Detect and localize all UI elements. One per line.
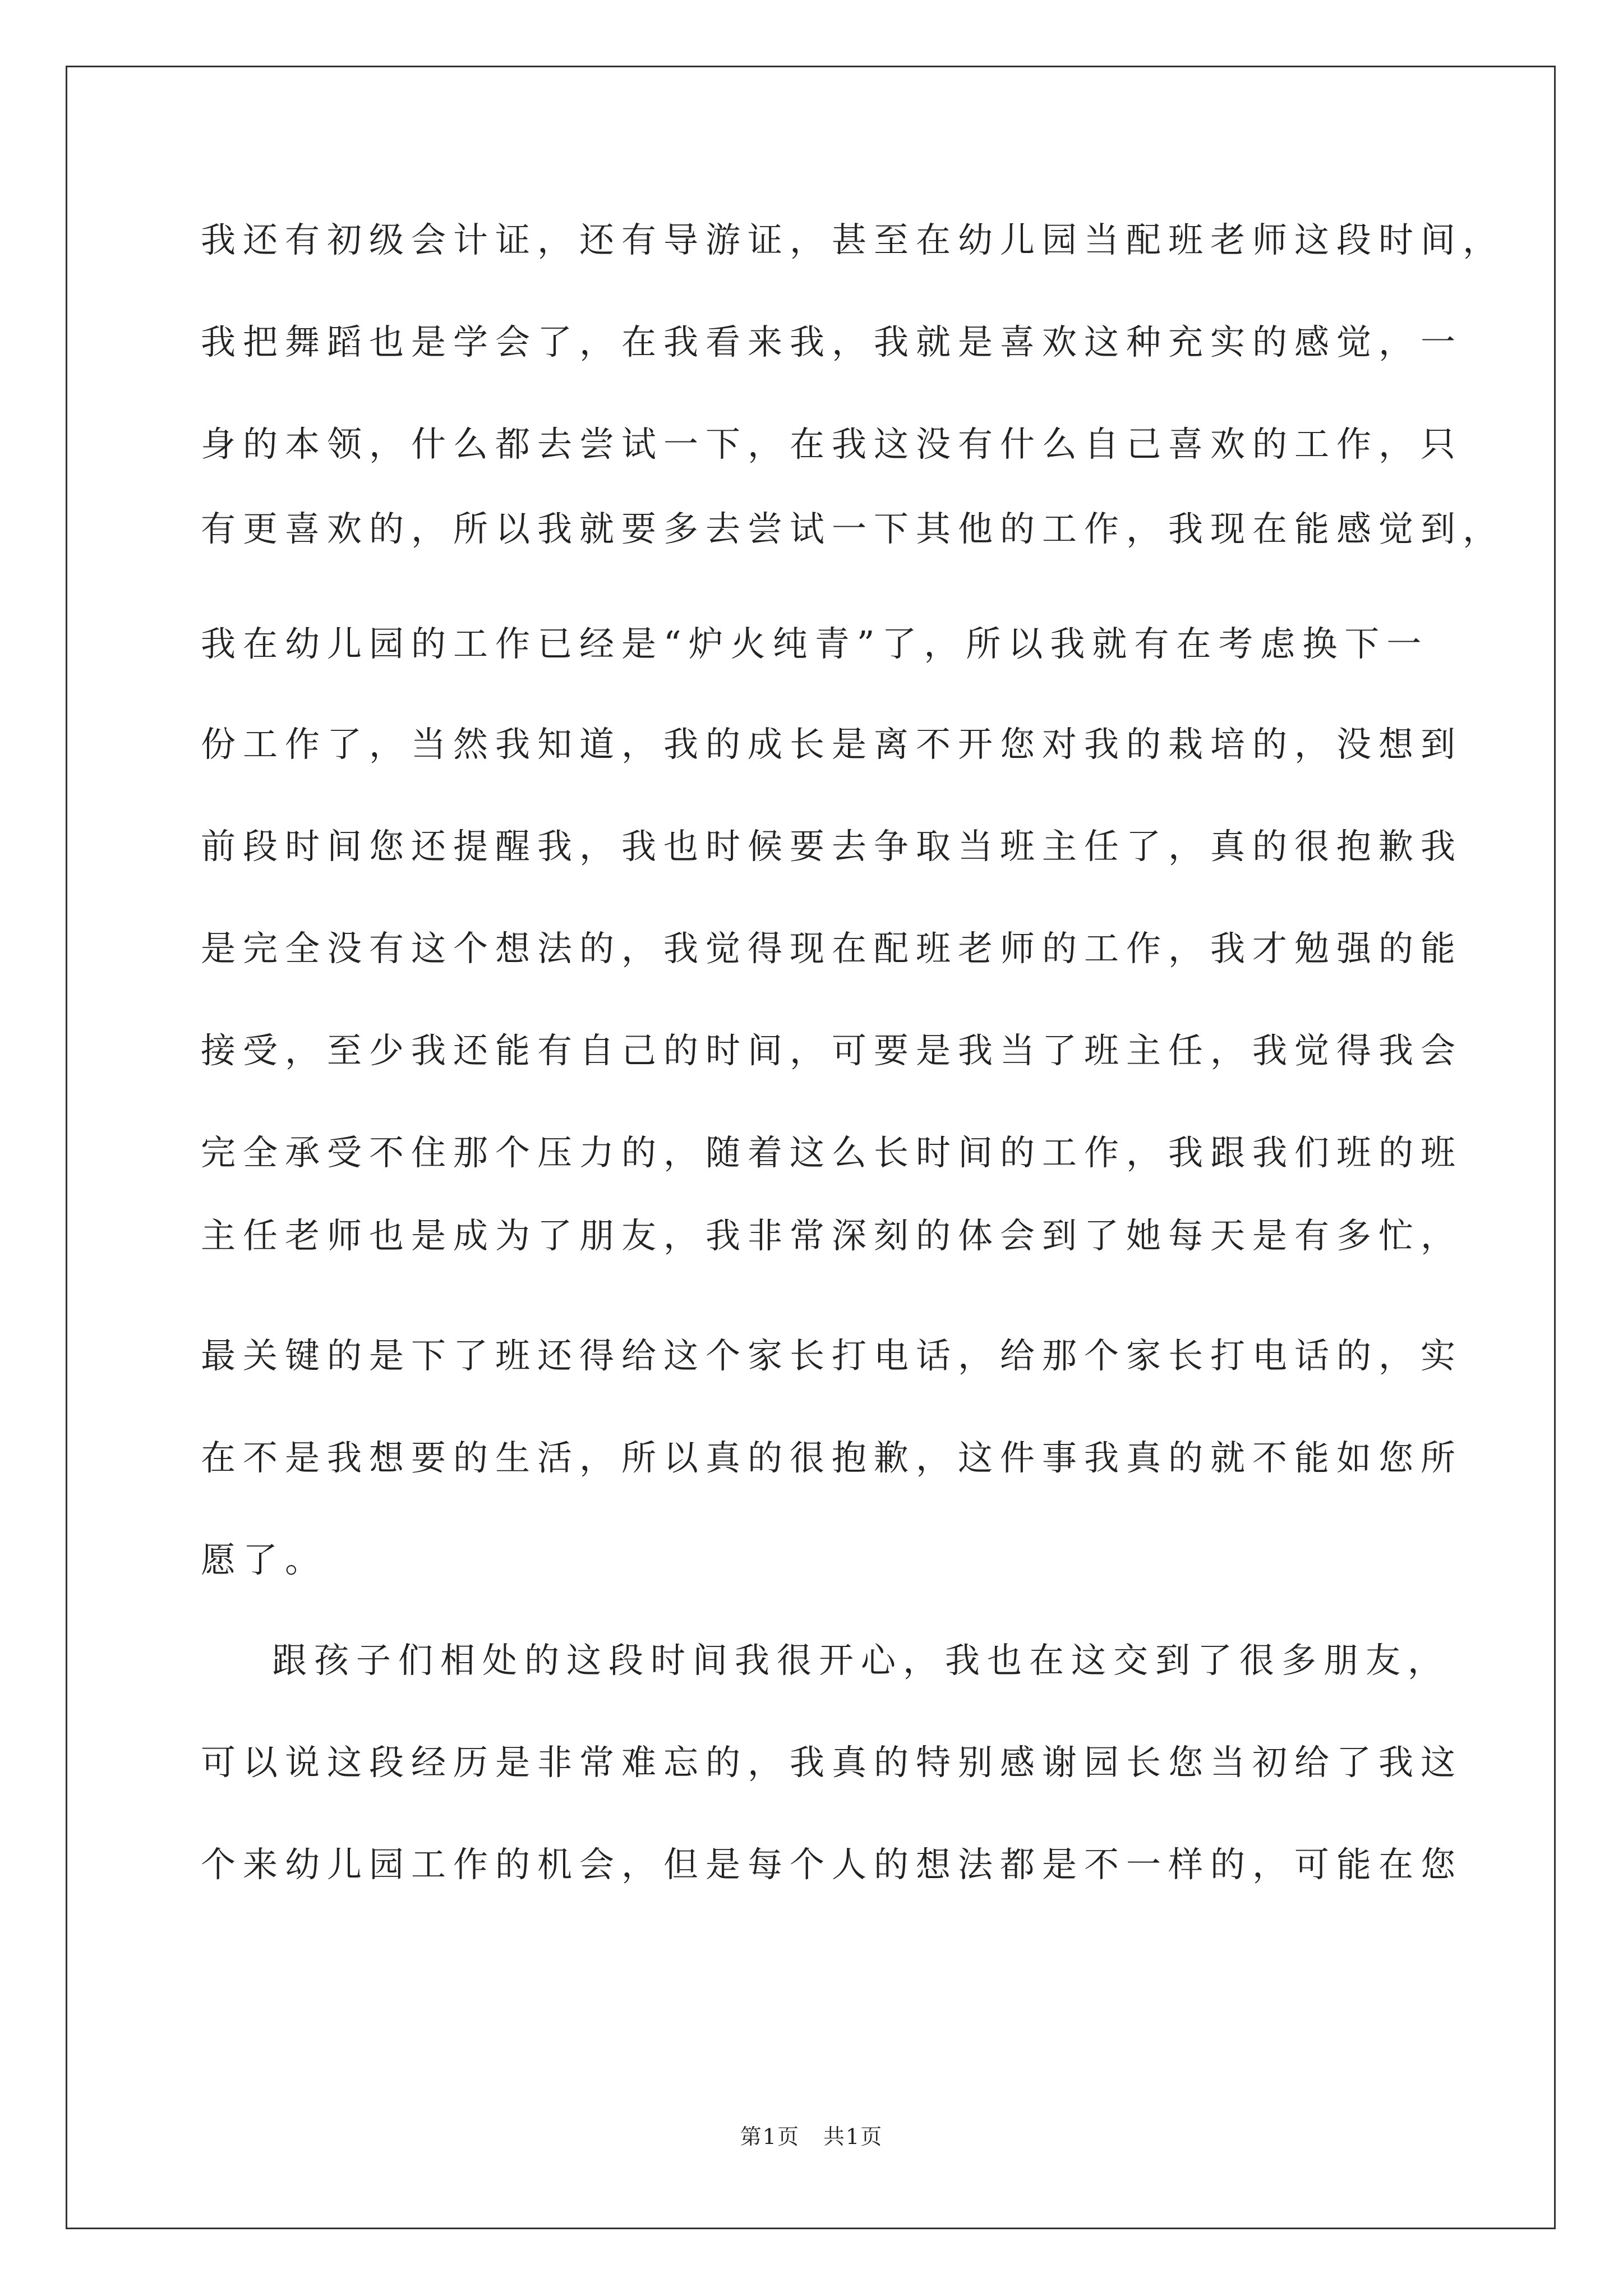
text-line: 完全承受不住那个压力的，随着这么长时间的工作，我跟我们班的班 (201, 1132, 1463, 1173)
text-line: 我还有初级会计证，还有导游证，甚至在幼儿园当配班老师这段时间， (201, 219, 1505, 260)
text-line: 最关键的是下了班还得给这个家长打电话，给那个家长打电话的，实 (201, 1335, 1463, 1376)
text-line: 有更喜欢的，所以我就要多去尝试一下其他的工作，我现在能感觉到， (201, 508, 1505, 549)
text-line: 份工作了，当然我知道，我的成长是离不开您对我的栽培的，没想到 (201, 724, 1463, 765)
text-line: 接受，至少我还能有自己的时间，可要是我当了班主任，我觉得我会 (201, 1030, 1463, 1071)
text-line: 在不是我想要的生活，所以真的很抱歉，这件事我真的就不能如您所 (201, 1437, 1463, 1478)
text-line: 愿了。 (201, 1539, 328, 1580)
text-line: 个来幼儿园工作的机会，但是每个人的想法都是不一样的，可能在您 (201, 1844, 1463, 1885)
text-line: 可以说这段经历是非常难忘的，我真的特别感谢园长您当初给了我这 (201, 1742, 1463, 1783)
text-line: 我在幼儿园的工作已经是“炉火纯青”了，所以我就有在考虑换下一 (201, 623, 1429, 664)
text-line-paragraph-start: 跟孩子们相处的这段时间我很开心，我也在这交到了很多朋友， (272, 1640, 1450, 1681)
text-line: 是完全没有这个想法的，我觉得现在配班老师的工作，我才勉强的能 (201, 928, 1463, 969)
page-total: 共1页 (823, 2124, 883, 2149)
text-line: 我把舞蹈也是学会了，在我看来我，我就是喜欢这种充实的感觉，一 (201, 321, 1463, 362)
text-line: 前段时间您还提醒我，我也时候要去争取当班主任了，真的很抱歉我 (201, 826, 1463, 867)
text-line: 身的本领，什么都去尝试一下，在我这没有什么自己喜欢的工作，只 (201, 424, 1463, 464)
text-line: 主任老师也是成为了朋友，我非常深刻的体会到了她每天是有多忙， (201, 1215, 1463, 1256)
page-number: 第1页 (740, 2124, 800, 2149)
page-footer (0, 2123, 1623, 2151)
